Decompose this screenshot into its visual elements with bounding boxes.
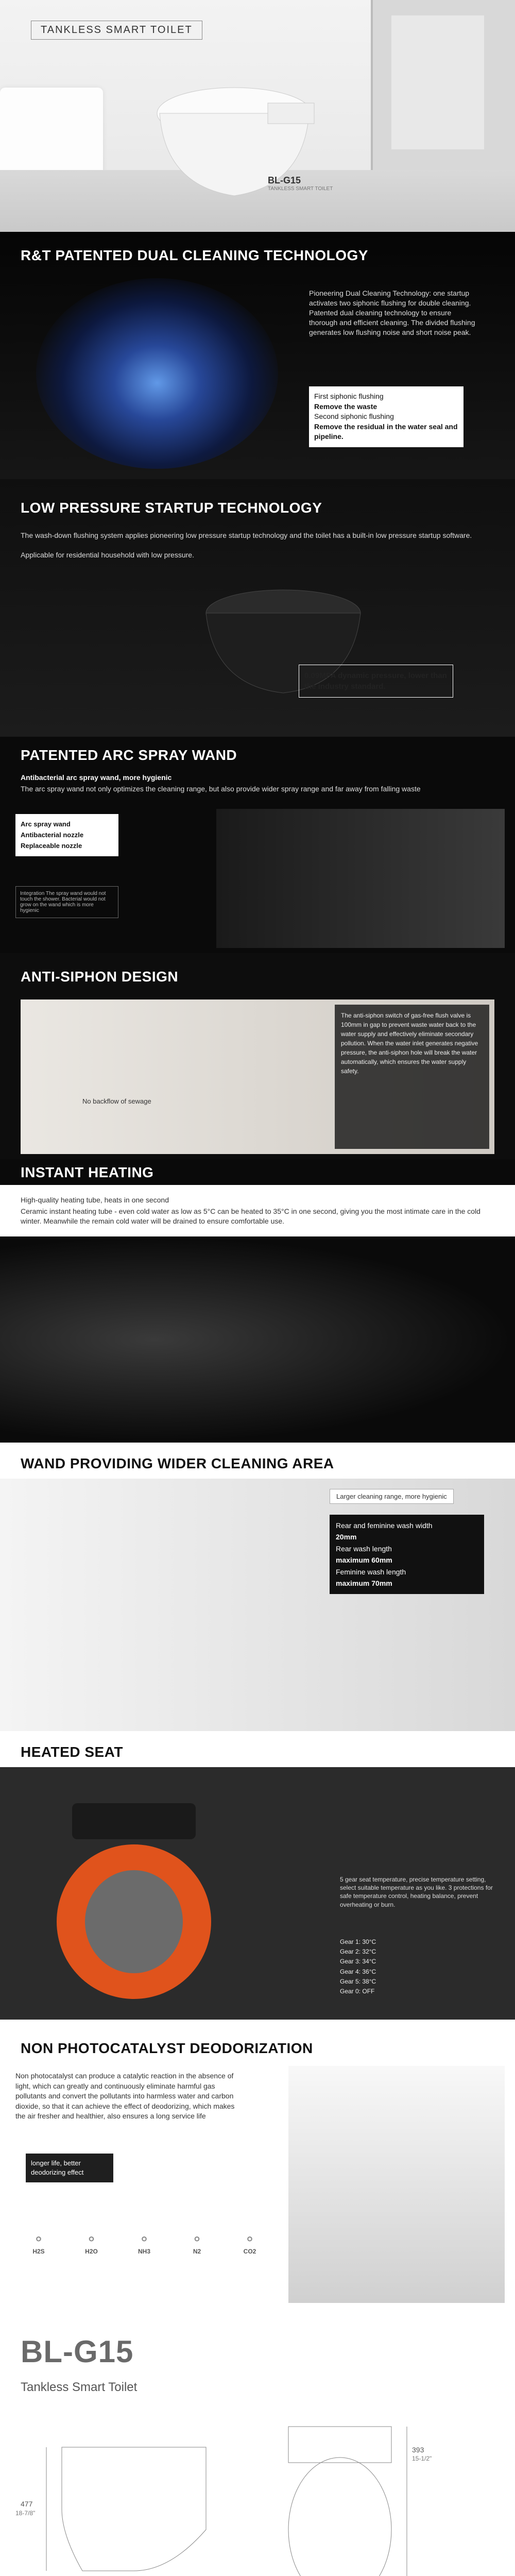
flush-step-1-detail: Remove the waste	[314, 402, 377, 411]
section-title: ANTI-SIPHON DESIGN	[21, 969, 179, 985]
molecule-item	[21, 2231, 57, 2255]
gear-item: Gear 3: 34°C	[340, 1958, 376, 1965]
section-title: NON PHOTOCATALYST DEODORIZATION	[21, 2040, 313, 2056]
section-body: Pioneering Dual Cleaning Technology: one startup activates two siphonic flushing for double cleaning. Patented dual cleaning technology to ensure thorough and efficient cleaning. The divided flushing generates low flushing noise and short noise peak.	[309, 289, 475, 336]
section-title: INSTANT HEATING	[21, 1164, 154, 1180]
section-title: R&T PATENTED DUAL CLEANING TECHNOLOGY	[21, 247, 368, 263]
gear-item: Gear 1: 30°C	[340, 1938, 376, 1945]
deodorization-section	[0, 2025, 515, 2313]
molecule-item	[74, 2231, 110, 2255]
section-body: Non photocatalyst can produce a catalytic reaction in the absence of light, which can greatly and continuously eliminate harmful gas pollutants and convert the pollutants into harmless water and carbon dioxide, so that it can achieve the effect of deodorizing, which makes the air fresher and healthier, also ensures a long service life	[15, 2072, 235, 2121]
deodorizer-card: longer life, better deodorizing effect	[26, 2154, 113, 2182]
cabinet-door-image	[391, 15, 484, 149]
section-title: HEATED SEAT	[21, 1744, 123, 1760]
feature-replaceable: Replaceable nozzle	[21, 841, 82, 850]
top-height-in: 15-1/2"	[412, 2455, 432, 2462]
molecule-label: N2	[193, 2248, 201, 2255]
gear-list	[340, 1937, 494, 1996]
molecule-item	[126, 2231, 162, 2255]
model-name: BL-G15	[21, 2334, 134, 2369]
side-height-mm: 477	[21, 2500, 33, 2508]
heated-seat-image	[41, 1793, 227, 2009]
pressure-callout: 0.09MPA dynamic pressure, lower than the industry standard.	[299, 665, 453, 698]
flush-step-1: First siphonic flushing	[314, 392, 384, 400]
low-pressure-section	[0, 479, 515, 737]
wash-wand-section	[0, 1448, 515, 1736]
hero-section	[0, 0, 515, 232]
arc-spray-section	[0, 737, 515, 953]
gear-item: Gear 2: 32°C	[340, 1948, 376, 1956]
section-body: High-quality heating tube, heats in one second	[21, 1196, 169, 1204]
toilet-xray-image	[36, 278, 278, 469]
stat-label: Rear and feminine wash width	[336, 1521, 433, 1530]
molecule-icon: ⚬	[85, 2231, 98, 2247]
stat-label: Rear wash length	[336, 1544, 392, 1553]
top-view	[288, 2427, 407, 2576]
molecule-label: H2O	[85, 2248, 98, 2255]
hero-badge-sub: TANKLESS SMART TOILET	[268, 186, 333, 192]
molecule-label: H2S	[32, 2248, 45, 2255]
stat-value: maximum 60mm	[336, 1556, 392, 1565]
gear-item: Gear 4: 36°C	[340, 1968, 376, 1975]
section-title: PATENTED ARC SPRAY WAND	[21, 747, 237, 763]
flush-step-2-detail: Remove the residual in the water seal and pipeline.	[314, 422, 458, 441]
person-seated-image	[216, 809, 505, 948]
anti-siphon-section	[0, 953, 515, 1159]
dimension-drawing-section	[0, 2406, 515, 2576]
feature-antibacterial: Antibacterial nozzle	[21, 831, 84, 839]
flush-steps-box	[309, 386, 464, 447]
no-backflow-label: No backflow of sewage	[82, 1097, 151, 1105]
wash-stats	[330, 1515, 484, 1594]
hero-tag: TANKLESS SMART TOILET	[31, 21, 202, 40]
stat-value: maximum 70mm	[336, 1579, 392, 1587]
section-subhead: Antibacterial arc spray wand, more hygienic	[21, 773, 172, 782]
model-section	[0, 2313, 515, 2406]
anti-siphon-panel: The anti-siphon switch of gas-free flush valve is 100mm in gap to prevent waste water back to the water supply and effectively eliminate secondary pollution. When the water inlet generates negative pressure, the anti-siphon hole will break the water automatically, which ensures the water supply safety.	[335, 1005, 489, 1149]
side-view	[46, 2447, 206, 2576]
side-height-in: 18-7/8"	[15, 2510, 36, 2517]
gear-item: Gear 5: 38°C	[340, 1977, 376, 1985]
molecule-icon: ⚬	[191, 2231, 203, 2247]
section-body: 5 gear seat temperature, precise temperature setting, select suitable temperature as you like. 3 protections for safe temperature control, heating balance, prevent overheating or burn.	[340, 1876, 493, 1908]
section-title: LOW PRESSURE STARTUP TECHNOLOGY	[21, 500, 322, 516]
range-label: Larger cleaning range, more hygienic	[330, 1489, 454, 1504]
molecule-icon: ⚬	[138, 2231, 150, 2247]
section-body: The wash-down flushing system applies pioneering low pressure startup technology and the toilet has a built-in low pressure startup software.	[21, 531, 472, 539]
flush-step-2: Second siphonic flushing	[314, 412, 394, 421]
stat-value: 20mm	[336, 1533, 357, 1541]
top-height-mm: 393	[412, 2446, 424, 2454]
instant-heating-section	[0, 1159, 515, 1448]
spray-features-card	[15, 814, 118, 856]
molecule-icon: ⚬	[32, 2231, 45, 2247]
toilet-deodorizer-image	[288, 2066, 505, 2303]
heated-seat-section	[0, 1736, 515, 2025]
section-body-2: Ceramic instant heating tube - even cold water as low as 5°C can be heated to 35°C in one second, giving you the most intimate care in the cold winter. Meanwhile the remain cold water will be drained to ensure comfortable use.	[21, 1207, 480, 1225]
dual-cleaning-section	[0, 232, 515, 479]
heating-tube-image	[0, 1236, 515, 1443]
hero-badge	[268, 175, 333, 192]
molecule-label: NH3	[138, 2248, 150, 2255]
bathtub-image	[0, 88, 103, 180]
section-title: WAND PROVIDING WIDER CLEANING AREA	[21, 1455, 334, 1471]
molecule-item	[232, 2231, 268, 2255]
integration-note: Integration The spray wand would not touch the shower. Bacterial would not grow on the wand which is more hygienic	[15, 886, 118, 918]
molecule-icon: ⚬	[244, 2231, 256, 2247]
gear-item: Gear 0: OFF	[340, 1987, 375, 1995]
molecule-item	[179, 2231, 215, 2255]
feature-arc-wand: Arc spray wand	[21, 820, 71, 828]
hero-badge-model: BL-G15	[268, 175, 301, 185]
molecule-icons	[21, 2231, 268, 2255]
molecule-label: CO2	[243, 2248, 256, 2255]
section-body-2: Applicable for residential household with low pressure.	[21, 551, 194, 559]
dimension-drawing	[0, 2406, 515, 2576]
stat-label: Feminine wash length	[336, 1567, 406, 1576]
section-body: The arc spray wand not only optimizes the cleaning range, but also provide wider spray range and far away from falling waste	[21, 785, 421, 793]
model-subtitle: Tankless Smart Toilet	[21, 2380, 138, 2394]
